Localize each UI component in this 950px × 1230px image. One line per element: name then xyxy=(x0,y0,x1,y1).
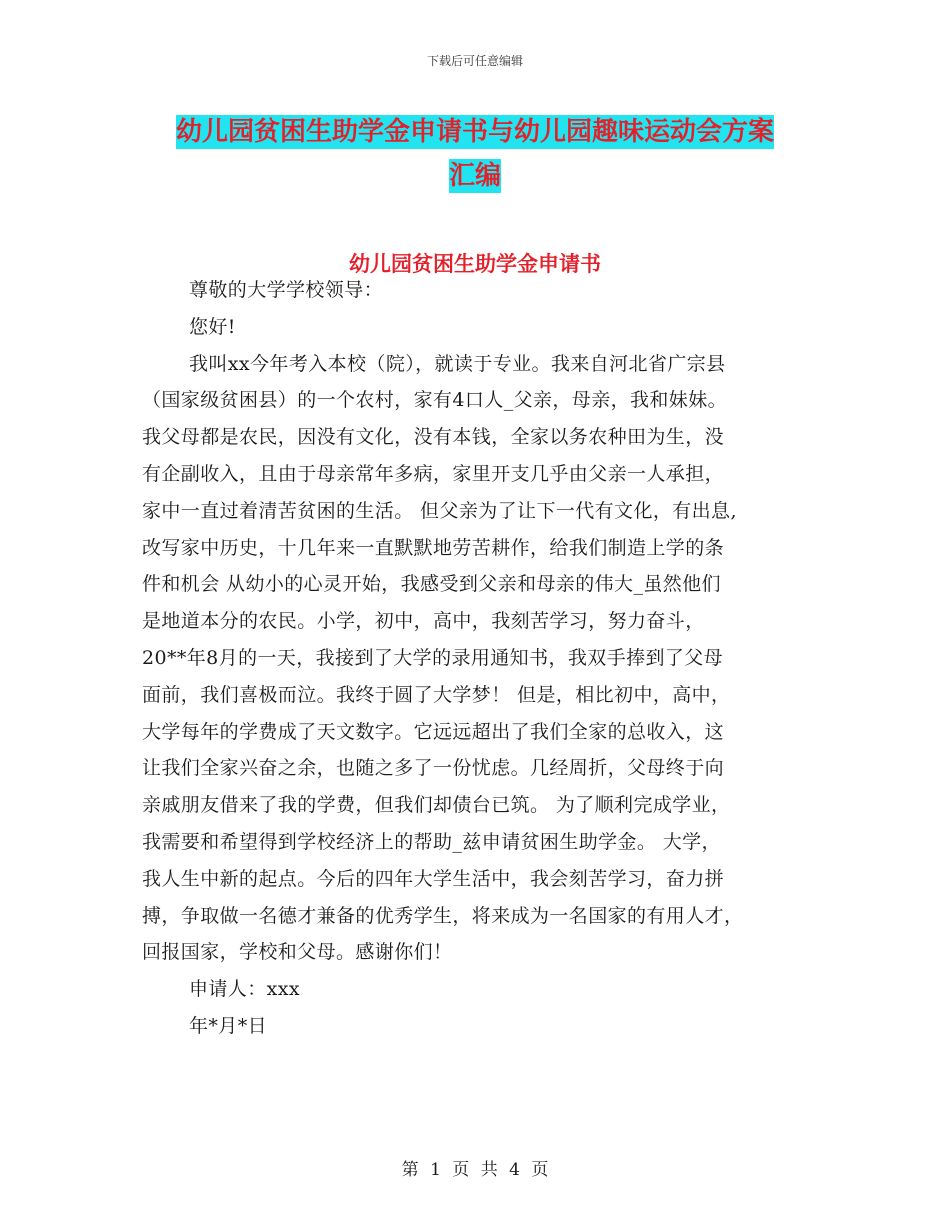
document-title xyxy=(140,110,810,198)
signature: 申请人：xxx xyxy=(189,978,300,1001)
paragraph-line: 亲戚朋友借来了我的学费，但我们却债台已筑。 为了顺利完成学业， xyxy=(142,794,731,817)
paragraph-line: 搏，争取做一名德才兼备的优秀学生，将来成为一名国家的有用人才， xyxy=(142,904,744,927)
paragraph-line: 面前，我们喜极而泣。我终于圆了大学梦！ 但是，相比初中，高中， xyxy=(142,683,731,706)
greeting: 您好! xyxy=(189,315,236,338)
paragraph-line: 改写家中历史，十几年来一直默默地劳苦耕作，给我们制造上学的条 xyxy=(142,536,725,559)
paragraph-line: 件和机会 从幼小的心灵开始，我感受到父亲和母亲的伟大_虽然他们 xyxy=(142,573,721,596)
letter-body xyxy=(142,272,822,1045)
paragraph-line: 家中一直过着清苦贫困的生活。 但父亲为了让下一代有文化，有出息, xyxy=(142,499,737,522)
page-number-footer: 第 1 页 共 4 页 xyxy=(401,1160,549,1180)
paragraph-line: 大学每年的学费成了天文数字。它远远超出了我们全家的总收入，这 xyxy=(142,720,725,743)
paragraph-line: 我父母都是农民，因没有文化，没有本钱，全家以务农种田为生，没 xyxy=(142,426,725,449)
paragraph-line: 我叫xx今年考入本校（院），就读于专业。我来自河北省广宗县 xyxy=(189,352,726,375)
paragraph-line: 让我们全家兴奋之余，也随之多了一份忧虑。几经周折，父母终于向 xyxy=(142,757,725,780)
paragraph-line: 20**年8月的一天，我接到了大学的录用通知书，我双手捧到了父母 xyxy=(142,646,724,669)
document-title-line2: 汇编 xyxy=(448,161,501,191)
header-note: 下载后可任意编辑 xyxy=(426,54,523,68)
paragraph-line: 回报国家，学校和父母。感谢你们！ xyxy=(142,941,453,964)
document-title-line1: 幼儿园贫困生助学金申请书与幼儿园趣味运动会方案 xyxy=(175,117,774,147)
paragraph-line: 是地道本分的农民。小学，初中，高中，我刻苦学习，努力奋斗， xyxy=(142,610,705,633)
salutation: 尊敬的大学学校领导： xyxy=(189,279,384,301)
paragraph-line: 有企副收入，且由于母亲常年多病，家里开支几乎由父亲一人承担， xyxy=(142,462,725,485)
section-title: 幼儿园贫困生助学金申请书 xyxy=(349,252,601,276)
paragraph-line: 我需要和希望得到学校经济上的帮助_兹申请贫困生助学金。 大学， xyxy=(142,830,721,853)
date-line: 年*月*日 xyxy=(189,1014,268,1037)
paragraph-line: （国家级贫困县）的一个农村，家有4口人_父亲，母亲，我和妹妹。 xyxy=(142,389,727,412)
paragraph-line: 我人生中新的起点。今后的四年大学生活中，我会刻苦学习，奋力拼 xyxy=(142,867,725,890)
